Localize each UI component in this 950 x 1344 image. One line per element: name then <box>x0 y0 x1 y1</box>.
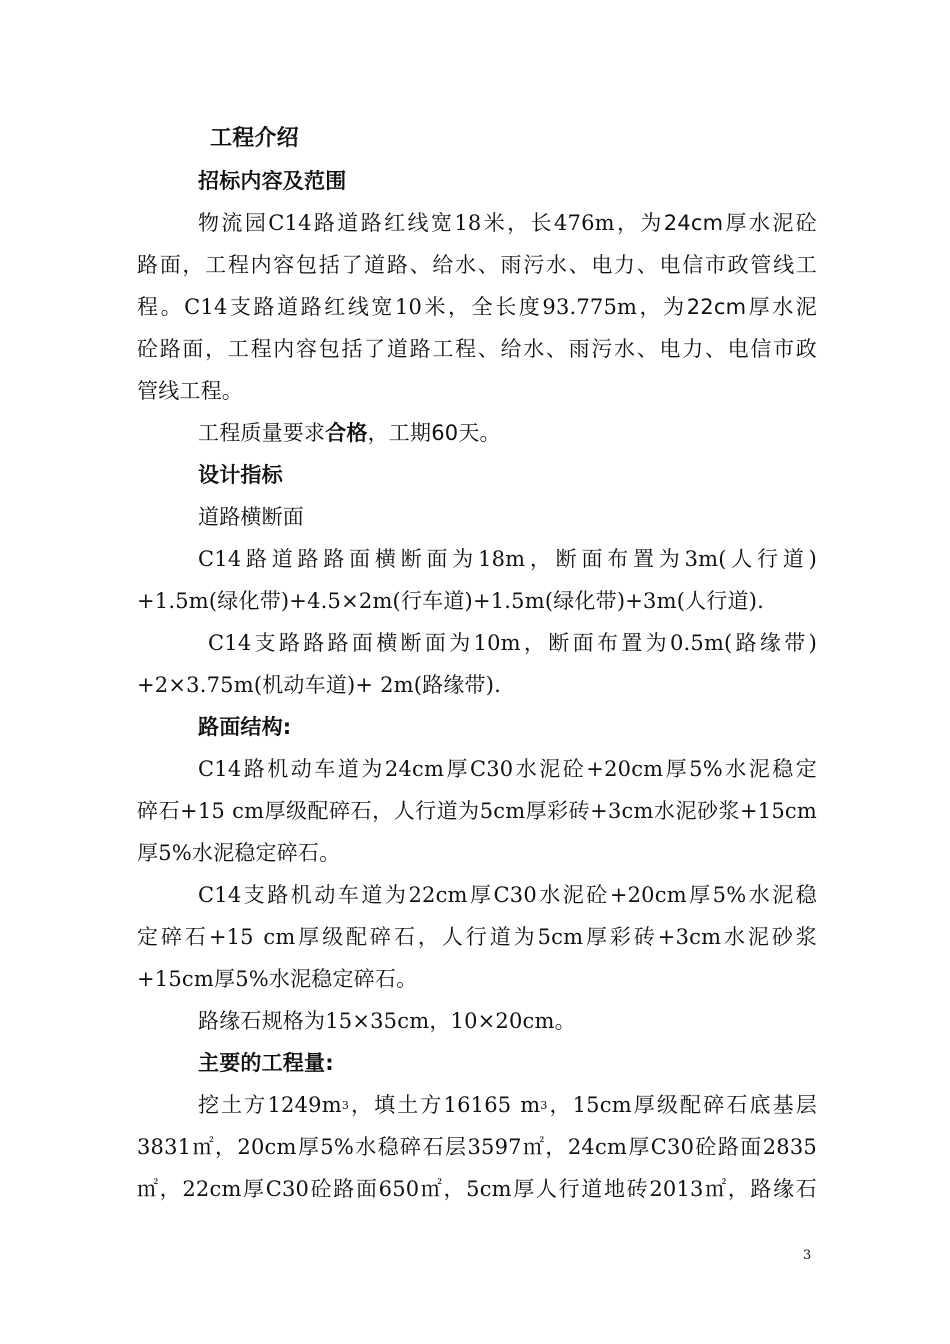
cross-section-subtitle: 道路横断面 <box>198 505 304 529</box>
section-heading: 工程介绍 <box>210 126 299 151</box>
paragraph-line: 碎石+15 cm厚级配碎石，人行道为5cm厚彩砖+3cm水泥砂浆+15cm <box>137 799 817 823</box>
paragraph-line: 物流园C14路道路红线宽18米，长476m，为24cm厚水泥砼 <box>198 211 817 235</box>
paragraph-line: 3831㎡，20cm厚5%水稳碎石层3597㎡，24cm厚C30砼路面2835 <box>137 1135 817 1159</box>
paragraph-line: 挖土方$1249m^3$，填土方16165 $m^3$，15cm厚级配碎石底基层 <box>198 1093 818 1117</box>
design-index-title: 设计指标 <box>198 463 283 487</box>
paragraph-line: +1.5m(绿化带)+4.5×2m(行车道)+1.5m(绿化带)+3m(人行道). <box>137 589 764 613</box>
paragraph-line: C14支路机动车道为22cm厚C30水泥砼+20cm厚5%水泥稳 <box>198 883 817 907</box>
paragraph-line: 路缘石规格为15×35cm，10×20cm。 <box>198 1009 576 1033</box>
paragraph-line: 程。C14支路道路红线宽10米，全长度93.775m，为22cm厚水泥 <box>137 295 817 319</box>
paragraph-line: 定碎石+15 cm厚级配碎石，人行道为5cm厚彩砖+3cm水泥砂浆 <box>137 925 817 949</box>
paragraph-line: C14支路路路面横断面为10m，断面布置为0.5m(路缘带) <box>208 631 817 655</box>
paragraph-line: ㎡，22cm厚C30砼路面650㎡，5cm厚人行道地砖2013㎡，路缘石 <box>137 1177 817 1201</box>
paragraph-line: C14路机动车道为24cm厚C30水泥砼+20cm厚5%水泥稳定 <box>198 757 817 781</box>
paragraph-line: 厚5%水泥稳定碎石。 <box>137 841 341 865</box>
paragraph-line: C14路道路路面横断面为18m，断面布置为3m(人行道) <box>198 547 817 571</box>
paragraph-line: +15cm厚5%水泥稳定碎石。 <box>137 967 418 991</box>
paragraph-line: 砼路面，工程内容包括了道路工程、给水、雨污水、电力、电信市政 <box>137 337 817 361</box>
paragraph-line: 路面，工程内容包括了道路、给水、雨污水、电力、电信市政管线工 <box>137 253 817 277</box>
page-number: 3 <box>803 1248 812 1263</box>
main-quantities-title: 主要的工程量: <box>198 1051 334 1075</box>
quality-line: 工程质量要求合格，工期60天。 <box>198 421 501 445</box>
pavement-structure-title: 路面结构: <box>198 715 292 739</box>
paragraph-line: 管线工程。 <box>137 379 243 403</box>
bid-scope-title: 招标内容及范围 <box>198 169 347 193</box>
paragraph-line: +2×3.75m(机动车道)+ 2m(路缘带). <box>137 673 502 697</box>
